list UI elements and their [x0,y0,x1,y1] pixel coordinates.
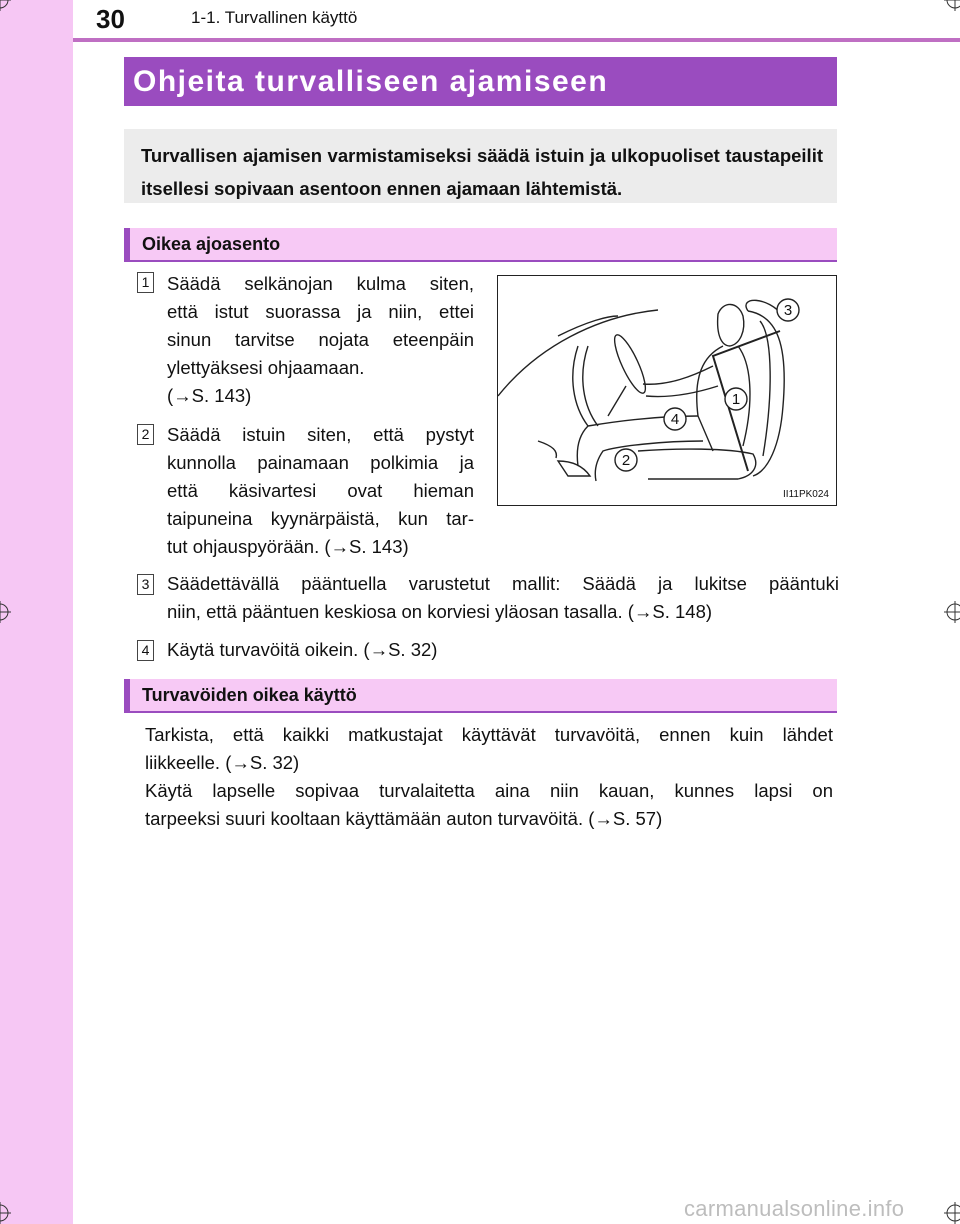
page-number: 30 [96,4,125,34]
seating-position-illustration [497,275,837,506]
text-line: Käytä lapselle sopivaa turvalaitetta aina niin kauan, kunnes lapsi on [145,780,833,801]
crop-mark-top-left [0,0,11,11]
watermark: carmanualsonline.info [684,1196,905,1221]
text-line: tarpeeksi suuri kooltaan käyttämään auton turvavöitä. (→S. 57) [145,808,663,829]
section-heading-seatbelts: Turvavöiden oikea käyttö [124,679,837,713]
text-line: Säädettävällä pääntuella varustetut mallit: Säädä ja lukitse pääntuki [167,573,839,594]
page-reference: (→S. 143) [167,385,252,406]
text-line: että istut suorassa ja niin, ettei [167,301,474,322]
item-2-text [167,421,474,561]
header-rule [73,38,960,42]
item-number-marker: 1 [137,272,154,293]
crop-mark-mid-right [944,601,960,623]
item-number-marker: 4 [137,640,154,661]
callout-label: 2 [621,452,631,469]
item-1-text [167,270,474,410]
text-line: Säädä selkänojan kulma siten, [167,273,474,294]
crop-mark-mid-left [0,601,11,623]
intro-text: Turvallisen ajamisen varmistamiseksi säädä istuin ja ulkopuoliset taustapeilit itsellesi sopivaan asentoon ennen ajamaan lähtemistä. [141,145,823,199]
crop-mark-bottom-right [944,1202,960,1224]
text-line: ylettyäksesi ohjaamaan. [167,357,365,378]
text-line: Tarkista, että kaikki matkustajat käyttävät turvavöitä, ennen kuin lähdet [145,724,833,745]
running-header: 1-1. Turvallinen käyttö [191,8,358,27]
callout-label: 3 [783,302,793,319]
page-title: Ohjeita turvalliseen ajamiseen [124,57,837,106]
item-number-marker: 3 [137,574,154,595]
item-number-marker: 2 [137,424,154,445]
item-4-text [167,636,839,664]
item-3-text [167,570,839,626]
text-line: Säädä istuin siten, että pystyt [167,424,474,445]
driver-illustration-graphic [498,276,835,504]
text-line: liikkeelle. (→S. 32) [145,752,300,773]
text-line: kunnolla painamaan polkimia ja [167,452,474,473]
crop-mark-top-right [944,0,960,11]
callout-label: 4 [670,411,680,428]
crop-mark-bottom-left [0,1202,11,1224]
section-heading-seating: Oikea ajoasento [124,228,837,262]
text-line: että käsivartesi ovat hieman [167,480,474,501]
text-line: tut ohjauspyörään. (→S. 143) [167,536,409,557]
text-line: niin, että pääntuen keskiosa on korviesi yläosan tasalla. (→S. 148) [167,601,713,622]
text-line: taipuneina kyynärpäistä, kun tar- [167,508,474,529]
callout-label: 1 [731,391,741,408]
intro-box [124,129,837,203]
text-line: sinun tarvitse nojata eteenpäin [167,329,474,350]
seatbelt-paragraphs [145,721,833,833]
figure-code: II11PK024 [783,489,829,500]
text-line: Käytä turvavöitä oikein. (→S. 32) [167,639,438,660]
